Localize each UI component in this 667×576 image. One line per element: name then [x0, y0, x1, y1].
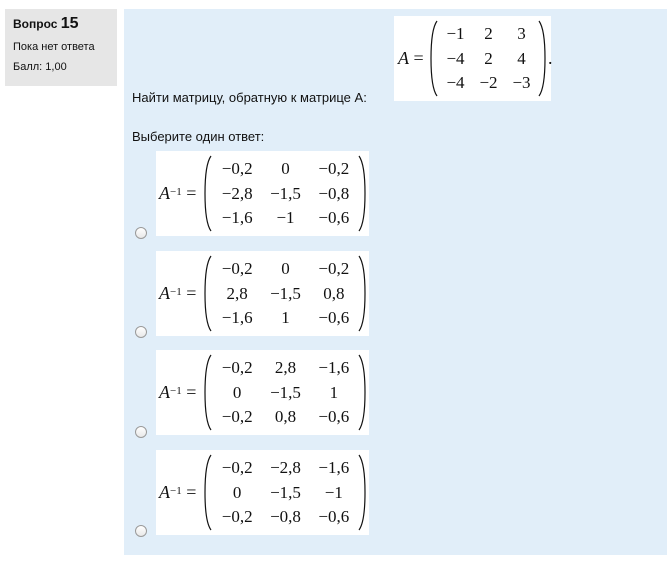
given-lhs: A — [398, 48, 409, 68]
option-1-radio[interactable] — [135, 227, 147, 239]
option-4-matrix-body — [204, 450, 367, 535]
matrix-cell: −4 — [446, 72, 465, 92]
matrix-cell: −0,2 — [318, 159, 350, 179]
option-2-matrix-body — [204, 251, 367, 336]
option-4-equals: = — [186, 482, 197, 502]
option-2-equals: = — [186, 283, 197, 303]
option-3-matrix-body — [204, 350, 367, 435]
option-3-equals: = — [186, 382, 197, 402]
matrix-cell: −0,2 — [221, 159, 253, 179]
option-4-matrix — [156, 450, 369, 535]
right-paren — [358, 255, 366, 332]
matrix-cell: −0,6 — [318, 207, 350, 227]
question-status: Пока нет ответа — [13, 41, 95, 53]
given-equals: = — [413, 48, 424, 68]
matrix-cell: −1,6 — [318, 358, 350, 378]
matrix-cell: −0,6 — [318, 506, 350, 526]
matrix-cell: 1 — [281, 307, 290, 327]
matrix-cell: −3 — [512, 72, 531, 92]
matrix-cell: −1,5 — [270, 382, 301, 402]
option-1-matrix — [156, 151, 369, 236]
matrix-cell: −1,6 — [318, 458, 350, 478]
matrix-cell: 3 — [517, 24, 526, 44]
option-2-sup: −1 — [170, 285, 182, 298]
given-matrix — [394, 16, 551, 101]
matrix-cell: −1,6 — [221, 207, 253, 227]
option-1-matrix-body — [204, 151, 367, 236]
option-4-radio[interactable] — [135, 525, 147, 537]
matrix-cell: −0,6 — [318, 406, 350, 426]
option-1-equals: = — [186, 183, 197, 203]
matrix-cell: −4 — [446, 48, 465, 68]
matrix-cell: 0,8 — [323, 283, 345, 303]
matrix-cell: 0,8 — [274, 406, 297, 426]
matrix-cell: −2,8 — [270, 458, 301, 478]
matrix-cell: 2,8 — [274, 358, 297, 378]
matrix-cell: −1,6 — [221, 307, 253, 327]
left-paren — [204, 454, 212, 531]
matrix-cell: −1 — [276, 207, 295, 227]
question-prompt: Найти матрицу, обратную к матрице A: — [132, 90, 367, 105]
matrix-cell: −0,6 — [318, 307, 350, 327]
matrix-cell: −0,2 — [221, 458, 253, 478]
left-paren — [204, 155, 212, 232]
left-paren — [204, 354, 212, 431]
matrix-cell: 0 — [232, 482, 242, 502]
question-score: Балл: 1,00 — [13, 61, 67, 73]
option-3-lhs: A — [159, 382, 170, 402]
matrix-cell: −1 — [446, 24, 465, 44]
right-paren — [538, 20, 546, 97]
question-content — [124, 9, 667, 555]
option-3-radio[interactable] — [135, 426, 147, 438]
option-4-sup: −1 — [170, 484, 182, 497]
matrix-cell: −0,8 — [318, 183, 350, 203]
right-paren — [358, 454, 366, 531]
right-paren — [358, 354, 366, 431]
matrix-cell: −2 — [479, 72, 498, 92]
matrix-cell: −0,2 — [221, 358, 253, 378]
matrix-cell: −0,8 — [270, 506, 301, 526]
question-label: Вопрос — [13, 17, 58, 31]
option-2-matrix — [156, 251, 369, 336]
matrix-cell: 2 — [484, 48, 493, 68]
matrix-cell: −0,2 — [221, 506, 253, 526]
right-paren — [358, 155, 366, 232]
matrix-cell: −1,5 — [270, 283, 301, 303]
matrix-cell: 2,8 — [226, 283, 248, 303]
option-3-sup: −1 — [170, 384, 182, 397]
matrix-cell: 4 — [517, 48, 526, 68]
option-1-lhs: A — [159, 183, 170, 203]
option-4-lhs: A — [159, 482, 170, 502]
given-matrix-body — [430, 16, 547, 101]
matrix-cell: 0 — [281, 159, 290, 179]
matrix-cell: −0,2 — [318, 259, 350, 279]
option-1-sup: −1 — [170, 185, 182, 198]
question-info-panel — [5, 9, 117, 86]
matrix-cell: 1 — [329, 382, 339, 402]
left-paren — [430, 20, 438, 97]
option-3-matrix — [156, 350, 369, 435]
matrix-cell: 0 — [232, 382, 242, 402]
matrix-cell: −0,2 — [221, 406, 253, 426]
matrix-cell: −1 — [324, 482, 343, 502]
matrix-cell: −1,5 — [270, 183, 301, 203]
option-2-radio[interactable] — [135, 326, 147, 338]
answer-label: Выберите один ответ: — [132, 129, 265, 144]
matrix-cell: −0,2 — [221, 259, 253, 279]
question-number — [13, 15, 109, 33]
left-paren — [204, 255, 212, 332]
matrix-cell: 0 — [281, 259, 290, 279]
given-period: . — [548, 48, 553, 68]
question-number-value: 15 — [60, 15, 79, 32]
matrix-cell: 2 — [484, 24, 493, 44]
option-2-lhs: A — [159, 283, 170, 303]
matrix-cell: −2,8 — [221, 183, 253, 203]
matrix-cell: −1,5 — [270, 482, 301, 502]
